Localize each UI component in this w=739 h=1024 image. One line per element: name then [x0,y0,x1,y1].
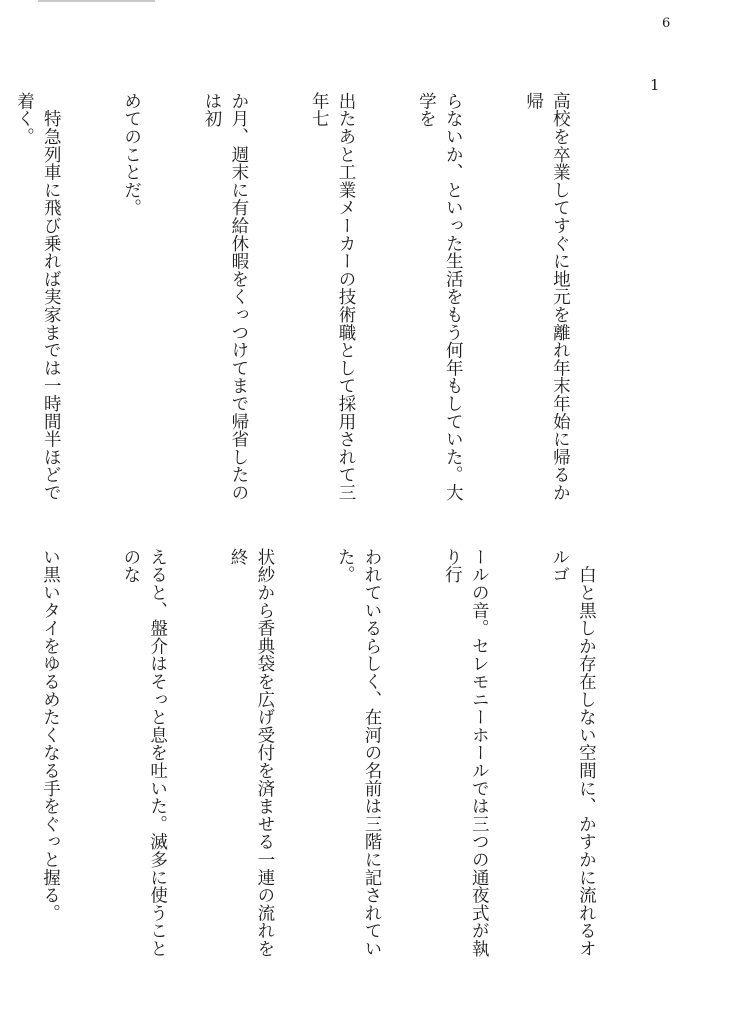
page-number: 6 [662,16,671,31]
text-line: めてのことだ。 [121,92,142,217]
section-number: 1 [650,76,660,94]
text-line: えると、盤介はそっと息を吐いた。滅多に使うことのな [120,548,168,958]
text-line: 特急列車に飛び乗れば実家までは一時間半ほどで着く。 [14,92,62,502]
text-line: い黒いタイをゆるめたくなる手をぐっと握る。 [40,548,61,922]
text-line: らないか、といった生活をもう何年もしていた。大学を [416,92,464,502]
lower-text-block [40,548,653,968]
text-line: 高校を卒業してすぐに地元を離れ年末年始に帰るか帰 [523,92,571,502]
text-line: 状紗から香典袋を広げ受付を済ませる一連の流れを終 [228,548,275,958]
text-line: 白と黒しか存在しない空間に、かすかに流れるオルゴ [549,548,597,958]
top-divider [38,0,155,2]
text-line: 出たあと工業メーカーの技術職として採用されて三年七 [309,92,357,502]
upper-text-block [14,92,627,512]
text-line: われているらしく、在河の名前は三階に記されていた。 [335,548,383,958]
text-line: ールの音。セレモニーホールでは三つの通夜式が執り行 [442,548,490,958]
text-line: か月、週末に有給休暇をくっつけてまで帰省したのは初 [202,92,249,502]
